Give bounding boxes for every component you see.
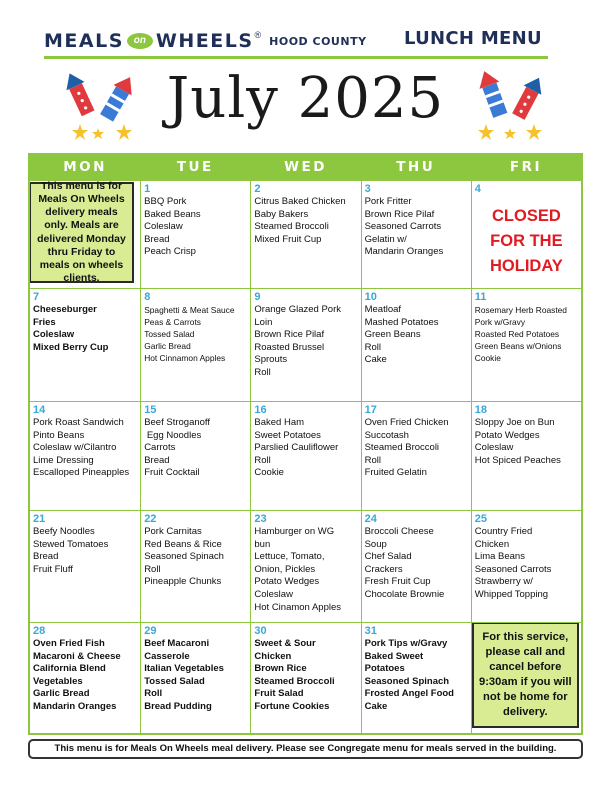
calendar-week	[30, 180, 581, 288]
weekday-fri: FRI	[509, 159, 542, 175]
day-number: 17	[364, 404, 377, 416]
day-number: 31	[364, 625, 377, 637]
menu-item: Fruit Salad	[254, 688, 304, 700]
menu-item: Bread	[144, 233, 170, 245]
menu-item: Roll	[364, 341, 381, 353]
calendar-cell	[30, 623, 140, 733]
menu-item: Coleslaw	[144, 221, 183, 233]
day-number: 28	[33, 625, 46, 637]
calendar-cell	[140, 289, 250, 401]
menu-item: Hot Spiced Peaches	[474, 454, 561, 466]
day-number: 1	[144, 183, 151, 195]
menu-item: Pork Carnitas	[144, 526, 202, 537]
menu-item: California Blend	[33, 663, 106, 675]
menu-item: Mashed Potatoes	[364, 316, 439, 328]
menu-item: Coleslaw w/Cilantro	[33, 442, 117, 454]
calendar-cell	[471, 181, 581, 288]
calendar-cell	[140, 181, 250, 288]
menu-item: Macaroni & Cheese	[33, 650, 121, 662]
delivery-info-note	[30, 182, 134, 283]
menu-item: Lettuce, Tomato,	[254, 551, 325, 563]
calendar-cell	[250, 623, 360, 733]
calendar-cell	[471, 623, 581, 733]
menu-item: Gelatin w/	[364, 233, 407, 245]
menu-item: Pineapple Chunks	[144, 576, 222, 588]
menu-item: Baby Bakers	[254, 208, 309, 220]
menu-item: Lime Dressing	[33, 454, 94, 466]
day-number: 16	[254, 404, 267, 416]
day-number: 18	[474, 404, 488, 416]
calendar-cell	[250, 289, 360, 401]
county-label: HOOD COUNTY	[269, 34, 367, 48]
day-number: 7	[33, 291, 40, 303]
menu-item: Stewed Tomatoes	[33, 538, 109, 550]
menu-item: Meatloaf	[364, 304, 402, 315]
menu-item: Bread Pudding	[144, 700, 212, 712]
menu-item: Tossed Salad	[144, 329, 195, 339]
menu-item: Rosemary Herb Roasted	[474, 305, 567, 315]
menu-item: Sweet Potatoes	[254, 429, 321, 441]
menu-item: Potatoes	[364, 663, 405, 675]
menu-item: Egg Noodles	[144, 429, 202, 441]
menu-item: Oven Fried Chicken	[364, 417, 449, 428]
calendar-week	[30, 401, 581, 510]
cancellation-note	[472, 623, 579, 728]
closed-holiday-notice	[475, 204, 578, 279]
menu-item: Pinto Beans	[33, 429, 85, 441]
menu-item: Cookie	[254, 467, 284, 479]
weekday-tue: TUE	[176, 159, 214, 175]
calendar-cell	[361, 623, 471, 733]
calendar-cell	[140, 402, 250, 510]
menu-item: Escalloped Pineapples	[33, 467, 130, 479]
calendar-cell	[250, 511, 360, 622]
menu-item: Vegetables	[33, 675, 83, 687]
menu-type-title: LUNCH MENU	[404, 28, 542, 49]
calendar-cell	[30, 511, 140, 622]
calendar-cell	[471, 402, 581, 510]
menu-item: Baked Ham	[254, 417, 305, 428]
calendar-cell	[140, 511, 250, 622]
menu-item: Brown Rice Pilaf	[254, 329, 325, 341]
menu-item: Beef Stroganoff	[144, 417, 211, 428]
menu-item: Sloppy Joe on Bun	[474, 417, 555, 428]
menu-item: Seasoned Carrots	[364, 221, 442, 233]
day-number: 4	[474, 183, 481, 195]
menu-item: Frosted Angel Food	[364, 688, 454, 700]
menu-item: Seasoned Spinach	[144, 551, 224, 563]
day-number: 23	[254, 513, 267, 525]
month-title: July 2025	[166, 66, 445, 131]
footer-disclaimer: This menu is for Meals On Wheels meal delivery. Please see Congregate menu for meals served in the building.	[28, 739, 583, 759]
menu-item: Casserole	[144, 650, 190, 662]
menu-item: Sweet & Sour	[254, 638, 316, 649]
calendar-cell	[30, 289, 140, 401]
day-number: 2	[254, 183, 261, 195]
calendar-cell	[471, 289, 581, 401]
weekday-header	[30, 155, 581, 180]
calendar-week	[30, 288, 581, 401]
day-number: 8	[144, 291, 151, 303]
calendar-cell	[250, 181, 360, 288]
closed-line: HOLIDAY	[489, 257, 563, 275]
menu-item: Chef Salad	[364, 551, 412, 563]
menu-item: Peas & Carrots	[144, 317, 201, 327]
menu-item: Tossed Salad	[144, 675, 205, 687]
brand-word-meals: MEALS	[44, 30, 124, 52]
menu-item: Garlic Bread	[144, 341, 191, 351]
menu-item: Fries	[33, 316, 56, 328]
menu-item: Carrots	[144, 442, 176, 454]
calendar-cell	[140, 623, 250, 733]
menu-item: Mixed Fruit Cup	[254, 233, 322, 245]
menu-item: Whipped Topping	[474, 588, 549, 600]
day-number: 25	[474, 513, 488, 525]
day-number: 30	[254, 625, 267, 637]
menu-item: bun	[254, 538, 271, 550]
menu-item: Chocolate Brownie	[364, 588, 445, 600]
menu-item: Baked Beans	[144, 208, 201, 220]
menu-item: Strawberry w/	[474, 576, 533, 588]
menu-item: Pork Tips w/Gravy	[364, 638, 448, 649]
menu-item: Hot Cinamon Apples	[254, 601, 341, 613]
calendar-cell	[361, 402, 471, 510]
menu-item: Loin	[254, 316, 273, 328]
calendar-cell	[361, 511, 471, 622]
calendar-cell	[471, 511, 581, 622]
day-number: 10	[364, 291, 377, 303]
menu-calendar	[28, 153, 583, 735]
menu-item: Peach Crisp	[144, 246, 196, 258]
menu-item: Roll	[364, 454, 381, 466]
registered-mark: ®	[254, 30, 262, 40]
menu-item: Cake	[364, 700, 388, 712]
menu-item: Cookie	[474, 353, 501, 363]
menu-item: Spaghetti & Meat Sauce	[144, 305, 235, 315]
menu-item: Mandarin Oranges	[33, 700, 117, 712]
menu-item: Roll	[254, 454, 271, 466]
closed-line: CLOSED	[491, 207, 561, 225]
menu-item: Onion, Pickles	[254, 563, 316, 575]
day-number: 15	[144, 404, 157, 416]
menu-item: Bread	[144, 454, 170, 466]
menu-item: Chicken	[254, 650, 292, 662]
day-number: 11	[474, 291, 487, 303]
calendar-week	[30, 510, 581, 622]
menu-item: Coleslaw	[474, 442, 514, 454]
menu-item: Roasted Brussel	[254, 341, 325, 353]
menu-item: Lima Beans	[474, 551, 525, 563]
header-divider	[44, 56, 548, 59]
calendar-cell	[361, 181, 471, 288]
menu-item: Fruit Cocktail	[144, 467, 200, 479]
menu-item: Pork w/Gravy	[474, 317, 526, 327]
menu-item: Fruited Gelatin	[364, 467, 427, 479]
menu-item: Roll	[144, 688, 163, 700]
menu-item: Hamburger on WG	[254, 526, 335, 537]
calendar-cell	[30, 181, 140, 288]
menu-item: Fortune Cookies	[254, 700, 330, 712]
menu-item: Bread	[33, 551, 59, 563]
menu-item: Cheeseburger	[33, 304, 97, 315]
menu-item: Beefy Noodles	[33, 526, 95, 537]
menu-item: Steamed Broccoli	[364, 442, 440, 454]
day-number: 22	[144, 513, 157, 525]
menu-item: Brown Rice	[254, 663, 307, 675]
menu-item: Broccoli Cheese	[364, 526, 434, 537]
day-number: 9	[254, 291, 261, 303]
calendar-cell	[361, 289, 471, 401]
calendar-week	[30, 622, 581, 733]
menu-item: Baked Sweet	[364, 650, 424, 662]
menu-item: Roasted Red Potatoes	[474, 329, 560, 339]
menu-item: Fruit Fluff	[33, 563, 73, 575]
menu-item: Mixed Berry Cup	[33, 341, 109, 353]
menu-item: Sprouts	[254, 354, 288, 366]
menu-item: Orange Glazed Pork	[254, 304, 341, 315]
brand-word-wheels: WHEELS	[155, 30, 254, 52]
day-number: 29	[144, 625, 157, 637]
menu-item: Soup	[364, 538, 387, 550]
brand-logo	[44, 28, 367, 54]
menu-item: Seasoned Spinach	[364, 675, 450, 687]
menu-item: Crackers	[364, 563, 403, 575]
menu-item: Brown Rice Pilaf	[364, 208, 435, 220]
closed-line: FOR THE	[490, 232, 563, 250]
menu-item: Beef Macaroni	[144, 638, 210, 649]
menu-item: Steamed Broccoli	[254, 675, 335, 687]
menu-item: Country Fried	[474, 526, 533, 537]
weekday-thu: THU	[396, 159, 436, 175]
menu-item: Seasoned Carrots	[474, 563, 552, 575]
cancellation-note-text: For this service, please call and cancel before 9:30am if you will not be home for delivery.	[478, 631, 572, 718]
calendar-cell	[250, 402, 360, 510]
menu-item: Pork Fritter	[364, 196, 412, 207]
menu-item: Potato Wedges	[254, 576, 320, 588]
menu-item: Parslied Cauliflower	[254, 442, 339, 454]
menu-item: Hot Cinnamon Apples	[144, 353, 226, 363]
menu-item: BBQ Pork	[144, 196, 187, 207]
menu-item: Green Beans w/Onions	[474, 341, 562, 351]
menu-item: Garlic Bread	[33, 688, 90, 700]
day-number: 24	[364, 513, 377, 525]
menu-item: Roll	[144, 563, 161, 575]
day-number: 3	[364, 183, 371, 195]
menu-item: Italian Vegetables	[144, 663, 224, 675]
menu-item: Mandarin Oranges	[364, 246, 444, 258]
calendar-cell	[30, 402, 140, 510]
menu-item: Steamed Broccoli	[254, 221, 329, 233]
menu-item: Roll	[254, 366, 271, 378]
menu-item: Coleslaw	[254, 588, 293, 600]
weekday-mon: MON	[63, 159, 107, 175]
menu-item: Oven Fried Fish	[33, 638, 105, 649]
menu-item: Red Beans & Rice	[144, 538, 222, 550]
menu-item: Pork Roast Sandwich	[33, 417, 124, 428]
menu-item: Potato Wedges	[474, 429, 540, 441]
menu-item: Succotash	[364, 429, 409, 441]
delivery-info-text: This menu is for Meals On Wheels delivery meals only. Meals are delivered Monday thru Friday to meals on wheels clients.	[37, 181, 126, 285]
brand-on-badge: on	[127, 33, 153, 49]
menu-item: Coleslaw	[33, 329, 75, 341]
day-number: 21	[33, 513, 46, 525]
menu-item: Chicken	[474, 538, 510, 550]
weekday-wed: WED	[284, 159, 327, 175]
day-number: 14	[33, 404, 46, 416]
menu-item: Fresh Fruit Cup	[364, 576, 431, 588]
menu-item: Green Beans	[364, 329, 421, 341]
menu-item: Cake	[364, 354, 387, 366]
menu-item: Citrus Baked Chicken	[254, 196, 346, 207]
